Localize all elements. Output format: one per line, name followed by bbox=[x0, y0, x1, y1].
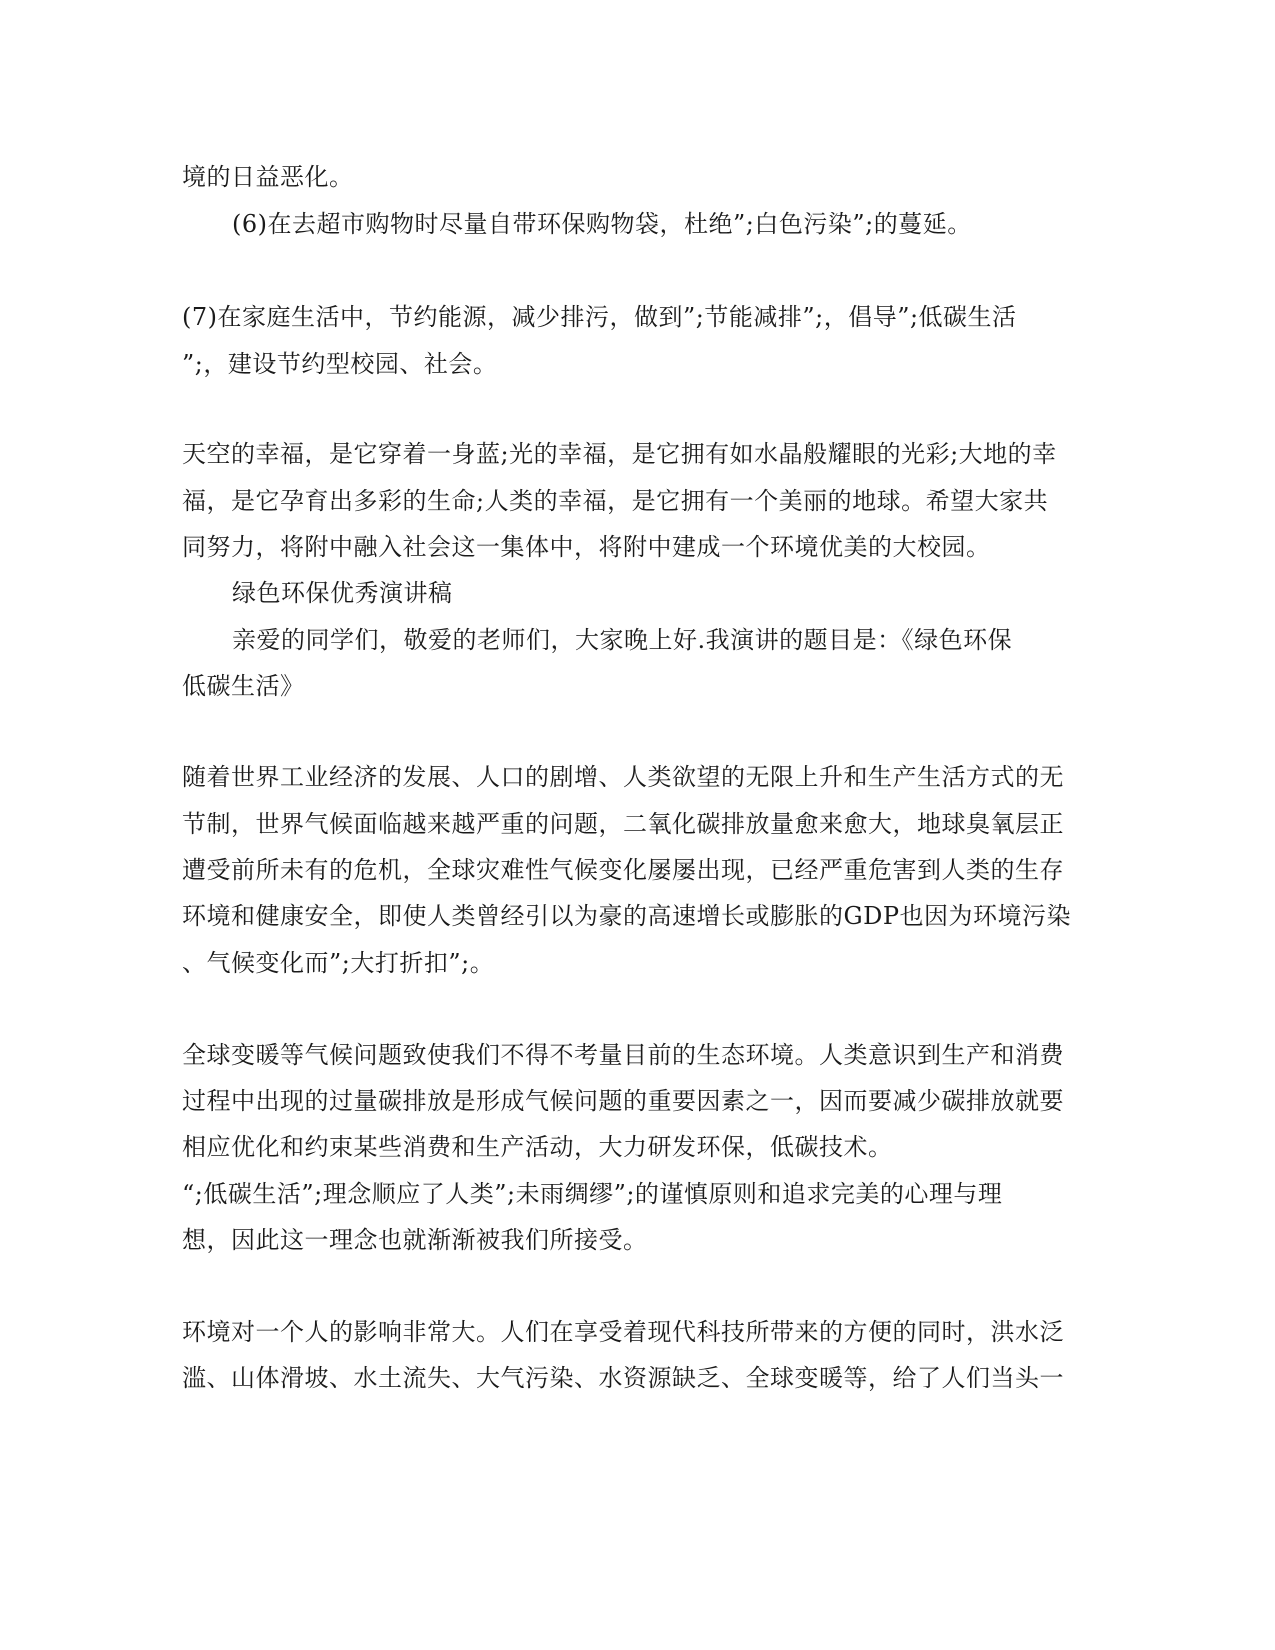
text-line: 低碳生活》 bbox=[182, 672, 305, 700]
list-item-6: (6)在去超市购物时尽量自带环保购物袋，杜绝”;白色污染”;的蔓延。 bbox=[232, 210, 972, 238]
text-line: 、气候变化而”;大打折扣”;。 bbox=[182, 949, 495, 977]
text-line: 环境和健康安全，即使人类曾经引以为豪的高速增长或膨胀的GDP也因为环境污染 bbox=[182, 902, 1072, 930]
text-line: 随着世界工业经济的发展、人口的剧增、人类欲望的无限上升和生产生活方式的无 bbox=[182, 763, 1064, 791]
text-line: 境的日益恶化。 bbox=[182, 163, 354, 191]
text-line: 全球变暖等气候问题致使我们不得不考量目前的生态环境。人类意识到生产和消费 bbox=[182, 1041, 1064, 1069]
text-line: ”;，建设节约型校园、社会。 bbox=[182, 350, 498, 378]
text-line: 滥、山体滑坡、水土流失、大气污染、水资源缺乏、全球变暖等，给了人们当头一 bbox=[182, 1364, 1064, 1392]
text-line: 相应优化和约束某些消费和生产活动，大力研发环保，低碳技术。 bbox=[182, 1133, 893, 1161]
text-line: 节制，世界气候面临越来越严重的问题，二氧化碳排放量愈来愈大，地球臭氧层正 bbox=[182, 810, 1064, 838]
text-line: 遭受前所未有的危机，全球灾难性气候变化屡屡出现，已经严重危害到人类的生存 bbox=[182, 856, 1064, 884]
text-line: 福，是它孕育出多彩的生命;人类的幸福，是它拥有一个美丽的地球。希望大家共 bbox=[182, 487, 1049, 515]
text-line: 过程中出现的过量碳排放是形成气候问题的重要因素之一，因而要减少碳排放就要 bbox=[182, 1087, 1064, 1115]
text-line: 环境对一个人的影响非常大。人们在享受着现代科技所带来的方便的同时，洪水泛 bbox=[182, 1318, 1064, 1346]
text-line: 亲爱的同学们，敬爱的老师们，大家晚上好.我演讲的题目是：《绿色环保 bbox=[232, 626, 1013, 654]
list-item-7: (7)在家庭生活中，节约能源，减少排污，做到”;节能减排”;，倡导”;低碳生活 bbox=[182, 303, 1017, 331]
text-line: 天空的幸福，是它穿着一身蓝;光的幸福，是它拥有如水晶般耀眼的光彩;大地的幸 bbox=[182, 440, 1057, 468]
section-title: 绿色环保优秀演讲稿 bbox=[232, 579, 453, 607]
text-line: 想，因此这一理念也就渐渐被我们所接受。 bbox=[182, 1226, 648, 1254]
text-line: “;低碳生活”;理念顺应了人类”;未雨绸缪”;的谨慎原则和追求完美的心理与理 bbox=[182, 1180, 1003, 1208]
text-line: 同努力，将附中融入社会这一集体中，将附中建成一个环境优美的大校园。 bbox=[182, 533, 991, 561]
